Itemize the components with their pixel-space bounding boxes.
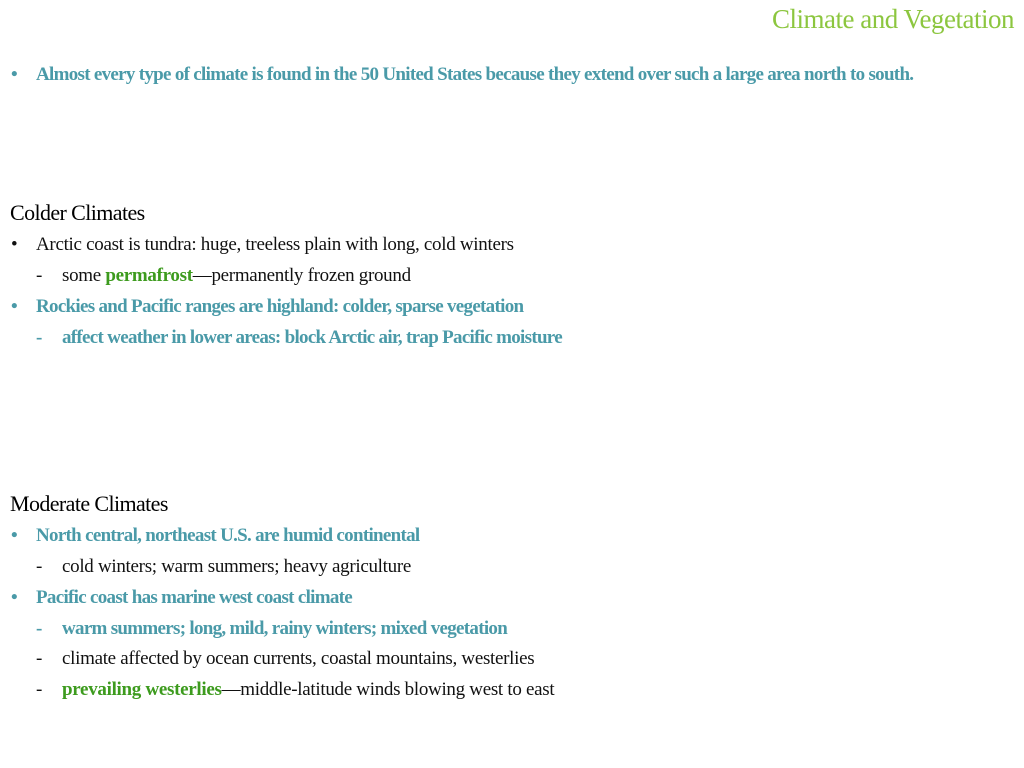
bullet-marker: •	[11, 64, 17, 85]
permafrost-prefix: some	[62, 265, 106, 286]
colder-sub-permafrost-text	[62, 264, 411, 288]
moderate-item-marine	[0, 586, 1024, 610]
intro-bullet-text: Almost every type of climate is found in the 50 United States because they extend over such a large area north to south.	[36, 64, 914, 85]
dash-marker: -	[36, 556, 43, 577]
slide-title: Climate and Vegetation	[772, 4, 1014, 34]
moderate-item-continental-text: North central, northeast U.S. are humid continental	[36, 525, 420, 546]
moderate-sub-currents-text: climate affected by ocean currents, coastal mountains, westerlies	[62, 648, 535, 669]
colder-sub-weather-text: affect weather in lower areas: block Arctic air, trap Pacific moisture	[62, 327, 562, 348]
bullet-marker: •	[11, 587, 17, 608]
colder-item-tundra-text: Arctic coast is tundra: huge, treeless plain with long, cold winters	[36, 234, 514, 255]
moderate-sub-summers-text: warm summers; long, mild, rainy winters; mixed vegetation	[62, 618, 508, 639]
colder-item-highland-text: Rockies and Pacific ranges are highland: colder, sparse vegetation	[36, 296, 524, 317]
moderate-sub-summers	[0, 617, 1024, 641]
colder-climates-heading: Colder Climates	[10, 200, 145, 225]
westerlies-definition: —middle-latitude winds blowing west to east	[221, 679, 555, 700]
moderate-item-marine-text: Pacific coast has marine west coast climate	[36, 587, 353, 608]
dash-marker: -	[36, 265, 43, 286]
moderate-sub-westerlies	[0, 678, 1024, 702]
dash-marker: -	[36, 679, 43, 700]
moderate-sub-agriculture	[0, 555, 1024, 579]
colder-sub-weather	[0, 326, 1024, 350]
permafrost-term: permafrost	[105, 265, 193, 286]
colder-item-highland	[0, 295, 1024, 319]
dash-marker: -	[36, 648, 43, 669]
colder-sub-permafrost	[0, 264, 1024, 288]
colder-item-tundra	[0, 233, 1024, 257]
intro-bullet	[0, 63, 1024, 87]
moderate-sub-agriculture-text: cold winters; warm summers; heavy agriculture	[62, 556, 411, 577]
moderate-sub-westerlies-text	[62, 678, 554, 702]
permafrost-definition: —permanently frozen ground	[192, 265, 411, 286]
moderate-item-continental	[0, 524, 1024, 548]
moderate-sub-currents	[0, 647, 1024, 671]
dash-marker: -	[36, 327, 42, 348]
westerlies-term: prevailing westerlies	[62, 679, 222, 700]
bullet-marker: •	[11, 296, 17, 317]
bullet-marker: •	[11, 525, 17, 546]
bullet-marker: •	[11, 234, 18, 255]
dash-marker: -	[36, 618, 42, 639]
moderate-climates-heading: Moderate Climates	[10, 491, 168, 516]
